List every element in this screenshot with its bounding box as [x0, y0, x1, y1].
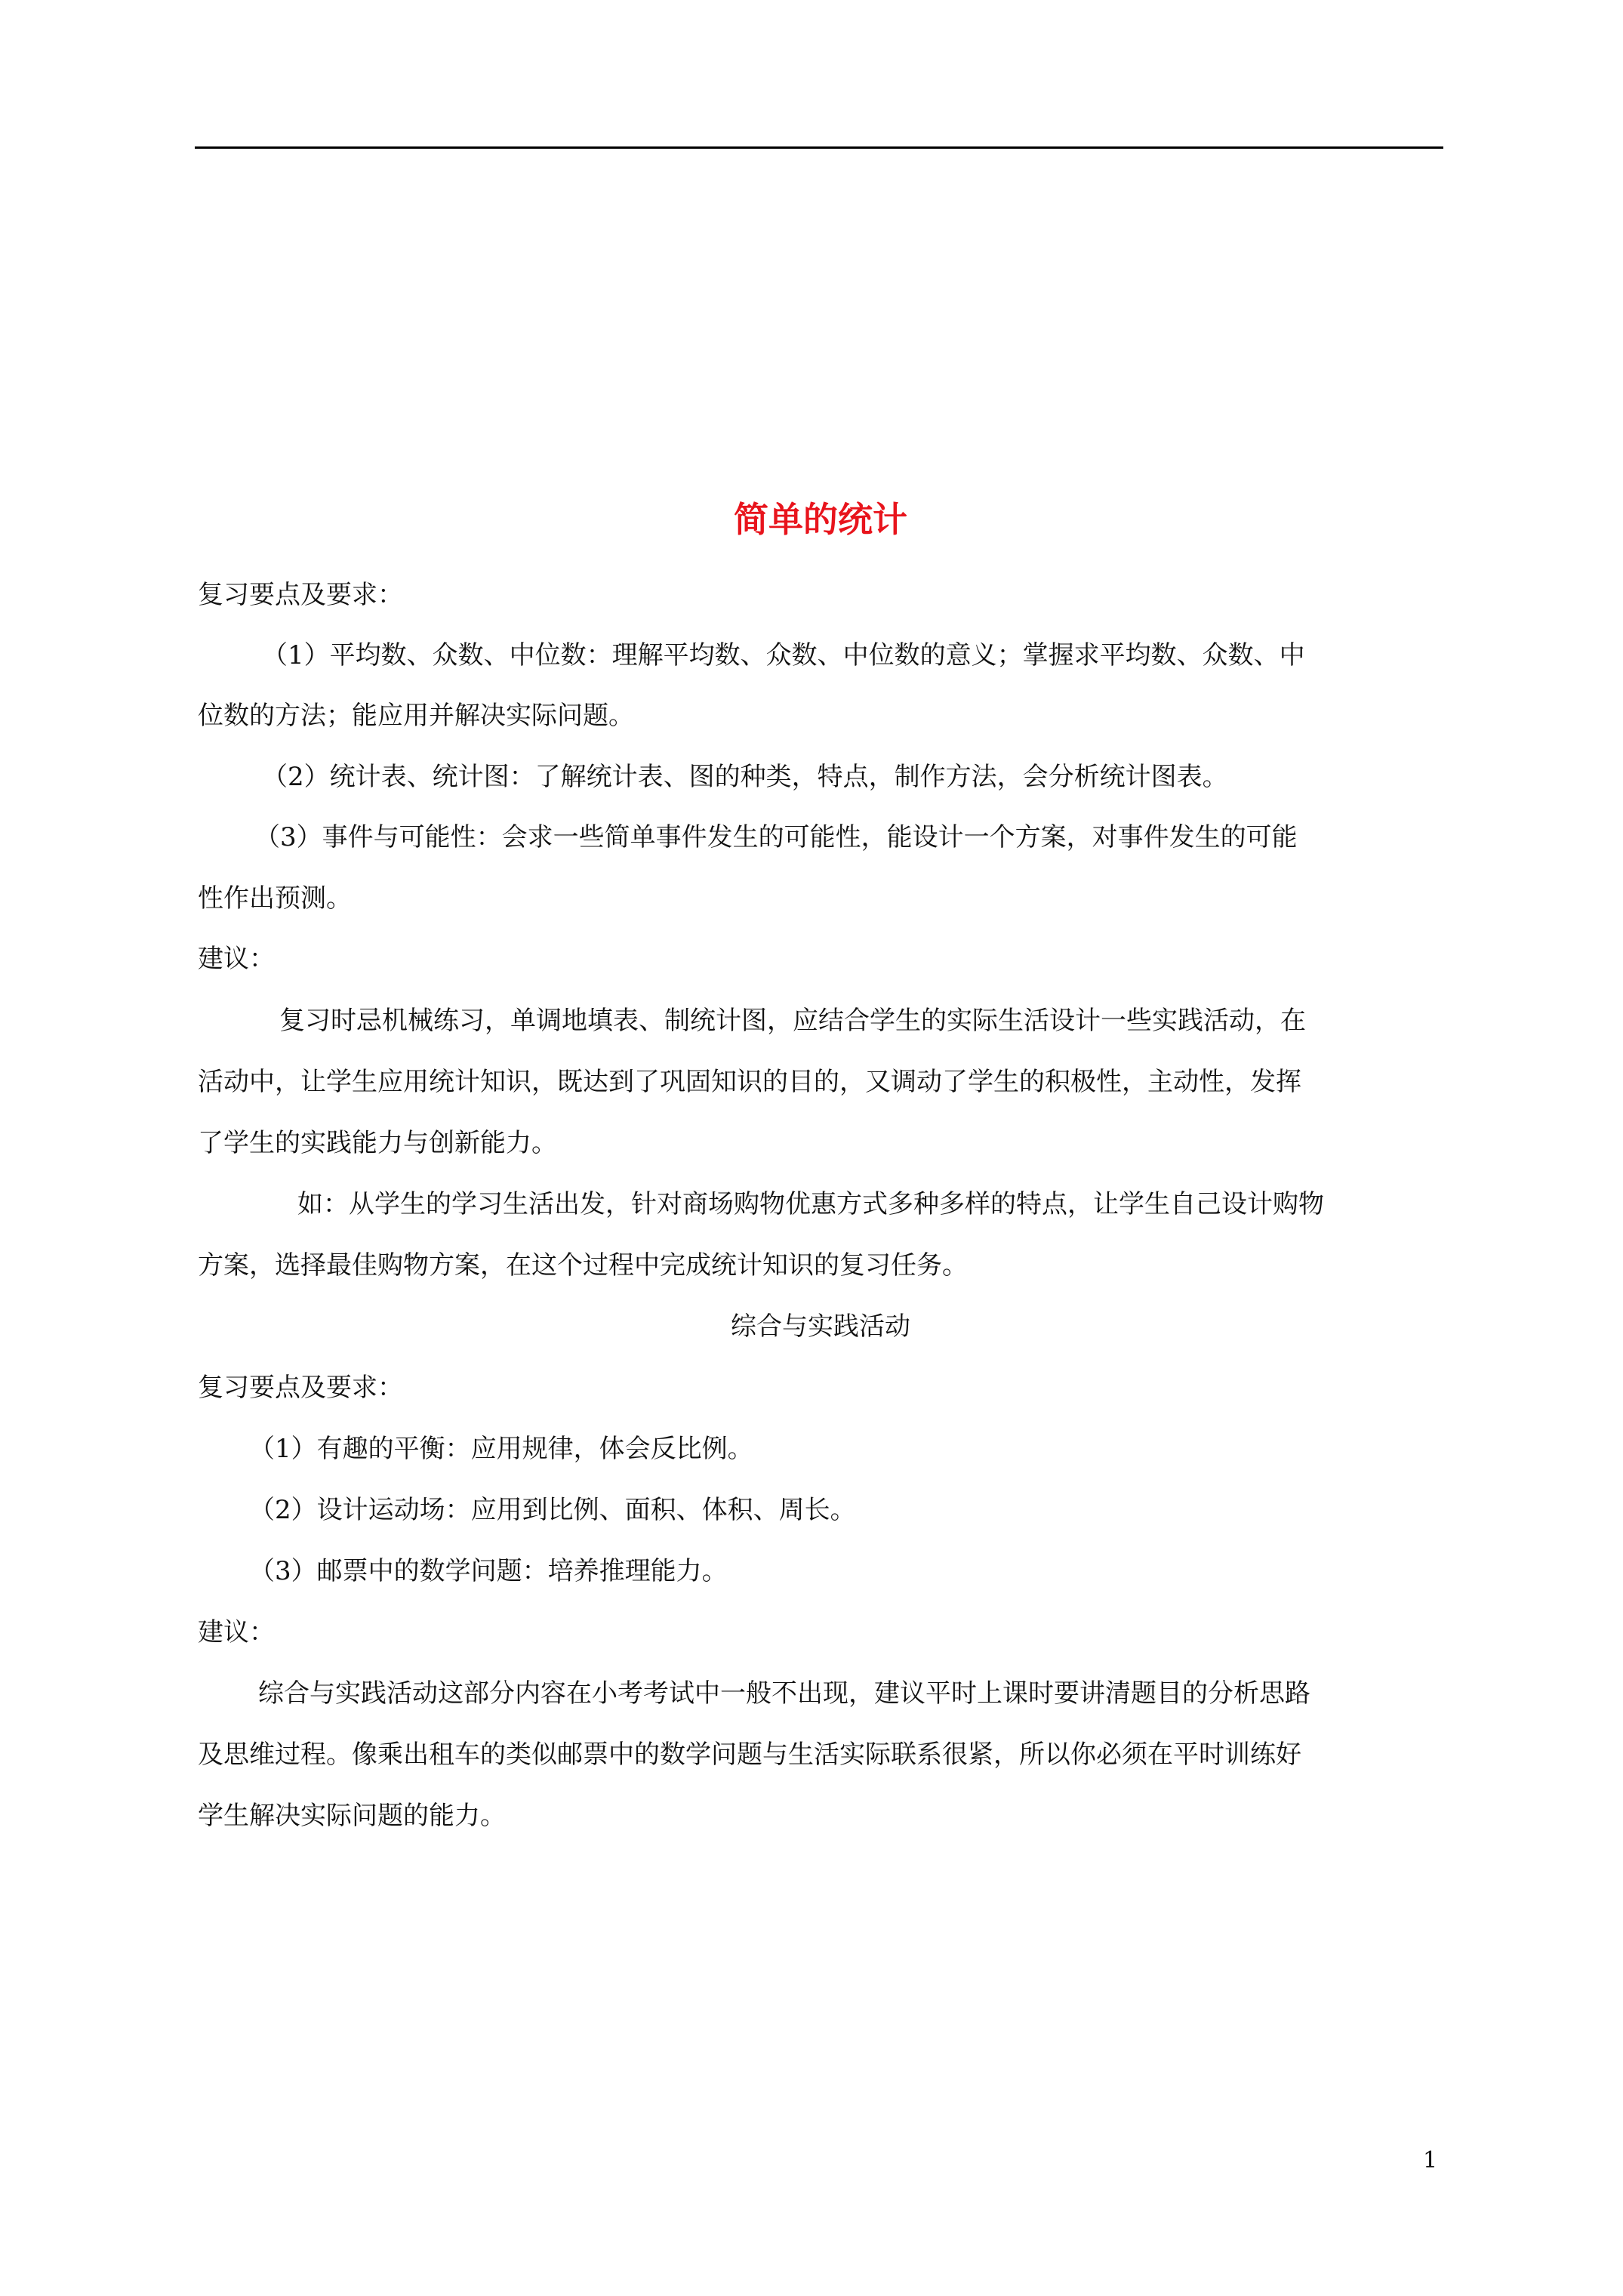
section1-heading: 复习要点及要求：: [198, 580, 403, 610]
section1-item3-line1: （3）事件与可能性：会求一些简单事件发生的可能性，能设计一个方案，对事件发生的可能: [254, 822, 1298, 852]
document-title: 简单的统计: [734, 499, 907, 540]
section1-item1-line1: （1）平均数、众数、中位数：理解平均数、众数、中位数的意义；掌握求平均数、众数、中: [262, 640, 1305, 670]
section2-subtitle: 综合与实践活动: [731, 1311, 910, 1342]
section2-advice-line2: 及思维过程。像乘出租车的类似邮票中的数学问题与生活实际联系很紧，所以你必须在平时训练好: [198, 1740, 1301, 1770]
document-body: [198, 0, 1443, 2296]
section1-advice-heading: 建议：: [198, 944, 275, 974]
section1-advice-p1-line2: 活动中，让学生应用统计知识，既达到了巩固知识的目的，又调动了学生的积极性，主动性，发挥: [198, 1067, 1301, 1097]
section2-item2: （2）设计运动场：应用到比例、面积、体积、周长。: [249, 1495, 856, 1525]
section2-item3: （3）邮票中的数学问题：培养推理能力。: [249, 1556, 728, 1586]
section2-item1: （1）有趣的平衡：应用规律，体会反比例。: [249, 1434, 753, 1464]
section1-item3-line2: 性作出预测。: [198, 883, 352, 914]
section1-advice-p1-line1: 复习时忌机械练习，单调地填表、制统计图，应结合学生的实际生活设计一些实践活动，在: [279, 1006, 1306, 1036]
page-number: 1: [1423, 2147, 1438, 2174]
section1-item1-line2: 位数的方法；能应用并解决实际问题。: [198, 701, 634, 731]
section1-advice-p2-line2: 方案，选择最佳购物方案，在这个过程中完成统计知识的复习任务。: [198, 1250, 968, 1281]
section1-item2: （2）统计表、统计图：了解统计表、图的种类，特点，制作方法，会分析统计图表。: [262, 762, 1228, 792]
section1-advice-p1-line3: 了学生的实践能力与创新能力。: [198, 1128, 557, 1158]
section2-advice-line1: 综合与实践活动这部分内容在小考考试中一般不出现，建议平时上课时要讲清题目的分析思路: [258, 1678, 1310, 1709]
section1-advice-p2-line1: 如：从学生的学习生活出发，针对商场购物优惠方式多种多样的特点，让学生自己设计购物: [297, 1189, 1324, 1219]
section2-advice-heading: 建议：: [198, 1617, 275, 1647]
section2-heading: 复习要点及要求：: [198, 1373, 403, 1403]
section2-advice-line3: 学生解决实际问题的能力。: [198, 1801, 506, 1831]
